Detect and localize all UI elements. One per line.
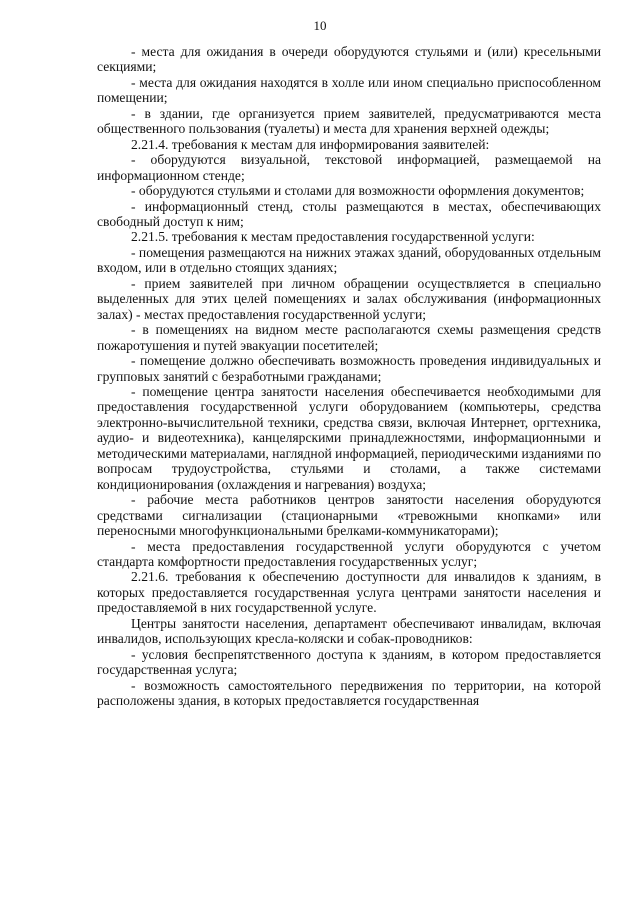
- paragraph: - возможность самостоятельного передвижения по территории, на которой расположены здания, в которых предоставляется государственная: [97, 677, 601, 709]
- document-body: [97, 44, 601, 708]
- paragraph: - места для ожидания в очереди оборудуются стульями и (или) кресельными секциями;: [97, 44, 601, 75]
- section-heading: 2.21.4. требования к местам для информирования заявителей:: [131, 136, 490, 152]
- paragraph: - в здании, где организуется прием заявителей, предусматриваются места общественного пользования (туалеты) и места для хранения верхней одежды;: [97, 105, 601, 137]
- paragraph: - места для ожидания находятся в холле или ином специально приспособленном помещении;: [97, 74, 601, 106]
- paragraph: - помещение должно обеспечивать возможность проведения индивидуальных и групповых занятий с безработными гражданами;: [97, 353, 601, 384]
- paragraph: - прием заявителей при личном обращении осуществляется в специально выделенных для этих целей помещениях и залах обслуживания (информационных залах) - местах предоставления государственной услуги;: [97, 275, 601, 322]
- paragraph: - рабочие места работников центров занятости населения оборудуются средствами сигнализации (стационарными «тревожными кнопками» или переносными многофункциональными брелками-коммуникаторами);: [97, 492, 601, 539]
- paragraph: - оборудуются визуальной, текстовой информацией, размещаемой на информационном стенде;: [97, 152, 601, 183]
- page-number: 10: [313, 18, 327, 33]
- paragraph: - в помещениях на видном месте располагаются схемы размещения средств пожаротушения и путей эвакуации посетителей;: [97, 322, 601, 353]
- paragraph: - условия беспрепятственного доступа к зданиям, в котором предоставляется государственная услуга;: [97, 646, 601, 678]
- paragraph: - места предоставления государственной услуги оборудуются с учетом стандарта комфортности предоставления государственных услуг;: [97, 538, 601, 569]
- section-heading: 2.21.6. требования к обеспечению доступности для инвалидов к зданиям, в которых предоставляется государственная услуга центрами занятости населения и предоставляемой в них государственной услуге.: [97, 569, 601, 616]
- paragraph: - оборудуются стульями и столами для возможности оформления документов;: [131, 183, 585, 199]
- paragraph: Центры занятости населения, департамент обеспечивают инвалидам, включая инвалидов, использующих кресла-коляски и собак-проводников:: [97, 615, 601, 647]
- paragraph: - помещение центра занятости населения обеспечивается необходимыми для предоставления государственной услуги оборудованием (компьютеры, средства электронно-вычислительной техники, средства связи, включая Интернет, оргтехника, аудио- и видеотехника), канцелярскими принадлежностями, информационными и методическими материалами, наглядной информацией, периодическими изданиями по вопросам трудоустройства, стульями и столами, а также системами кондиционирования (охлаждения и нагревания) воздуха;: [97, 383, 601, 492]
- section-heading: 2.21.5. требования к местам предоставления государственной услуги:: [131, 229, 535, 245]
- paragraph: - помещения размещаются на нижних этажах зданий, оборудованных отдельным входом, или в отдельно стоящих зданиях;: [97, 244, 601, 276]
- paragraph: - информационный стенд, столы размещаются в местах, обеспечивающих свободный доступ к ним;: [97, 198, 601, 229]
